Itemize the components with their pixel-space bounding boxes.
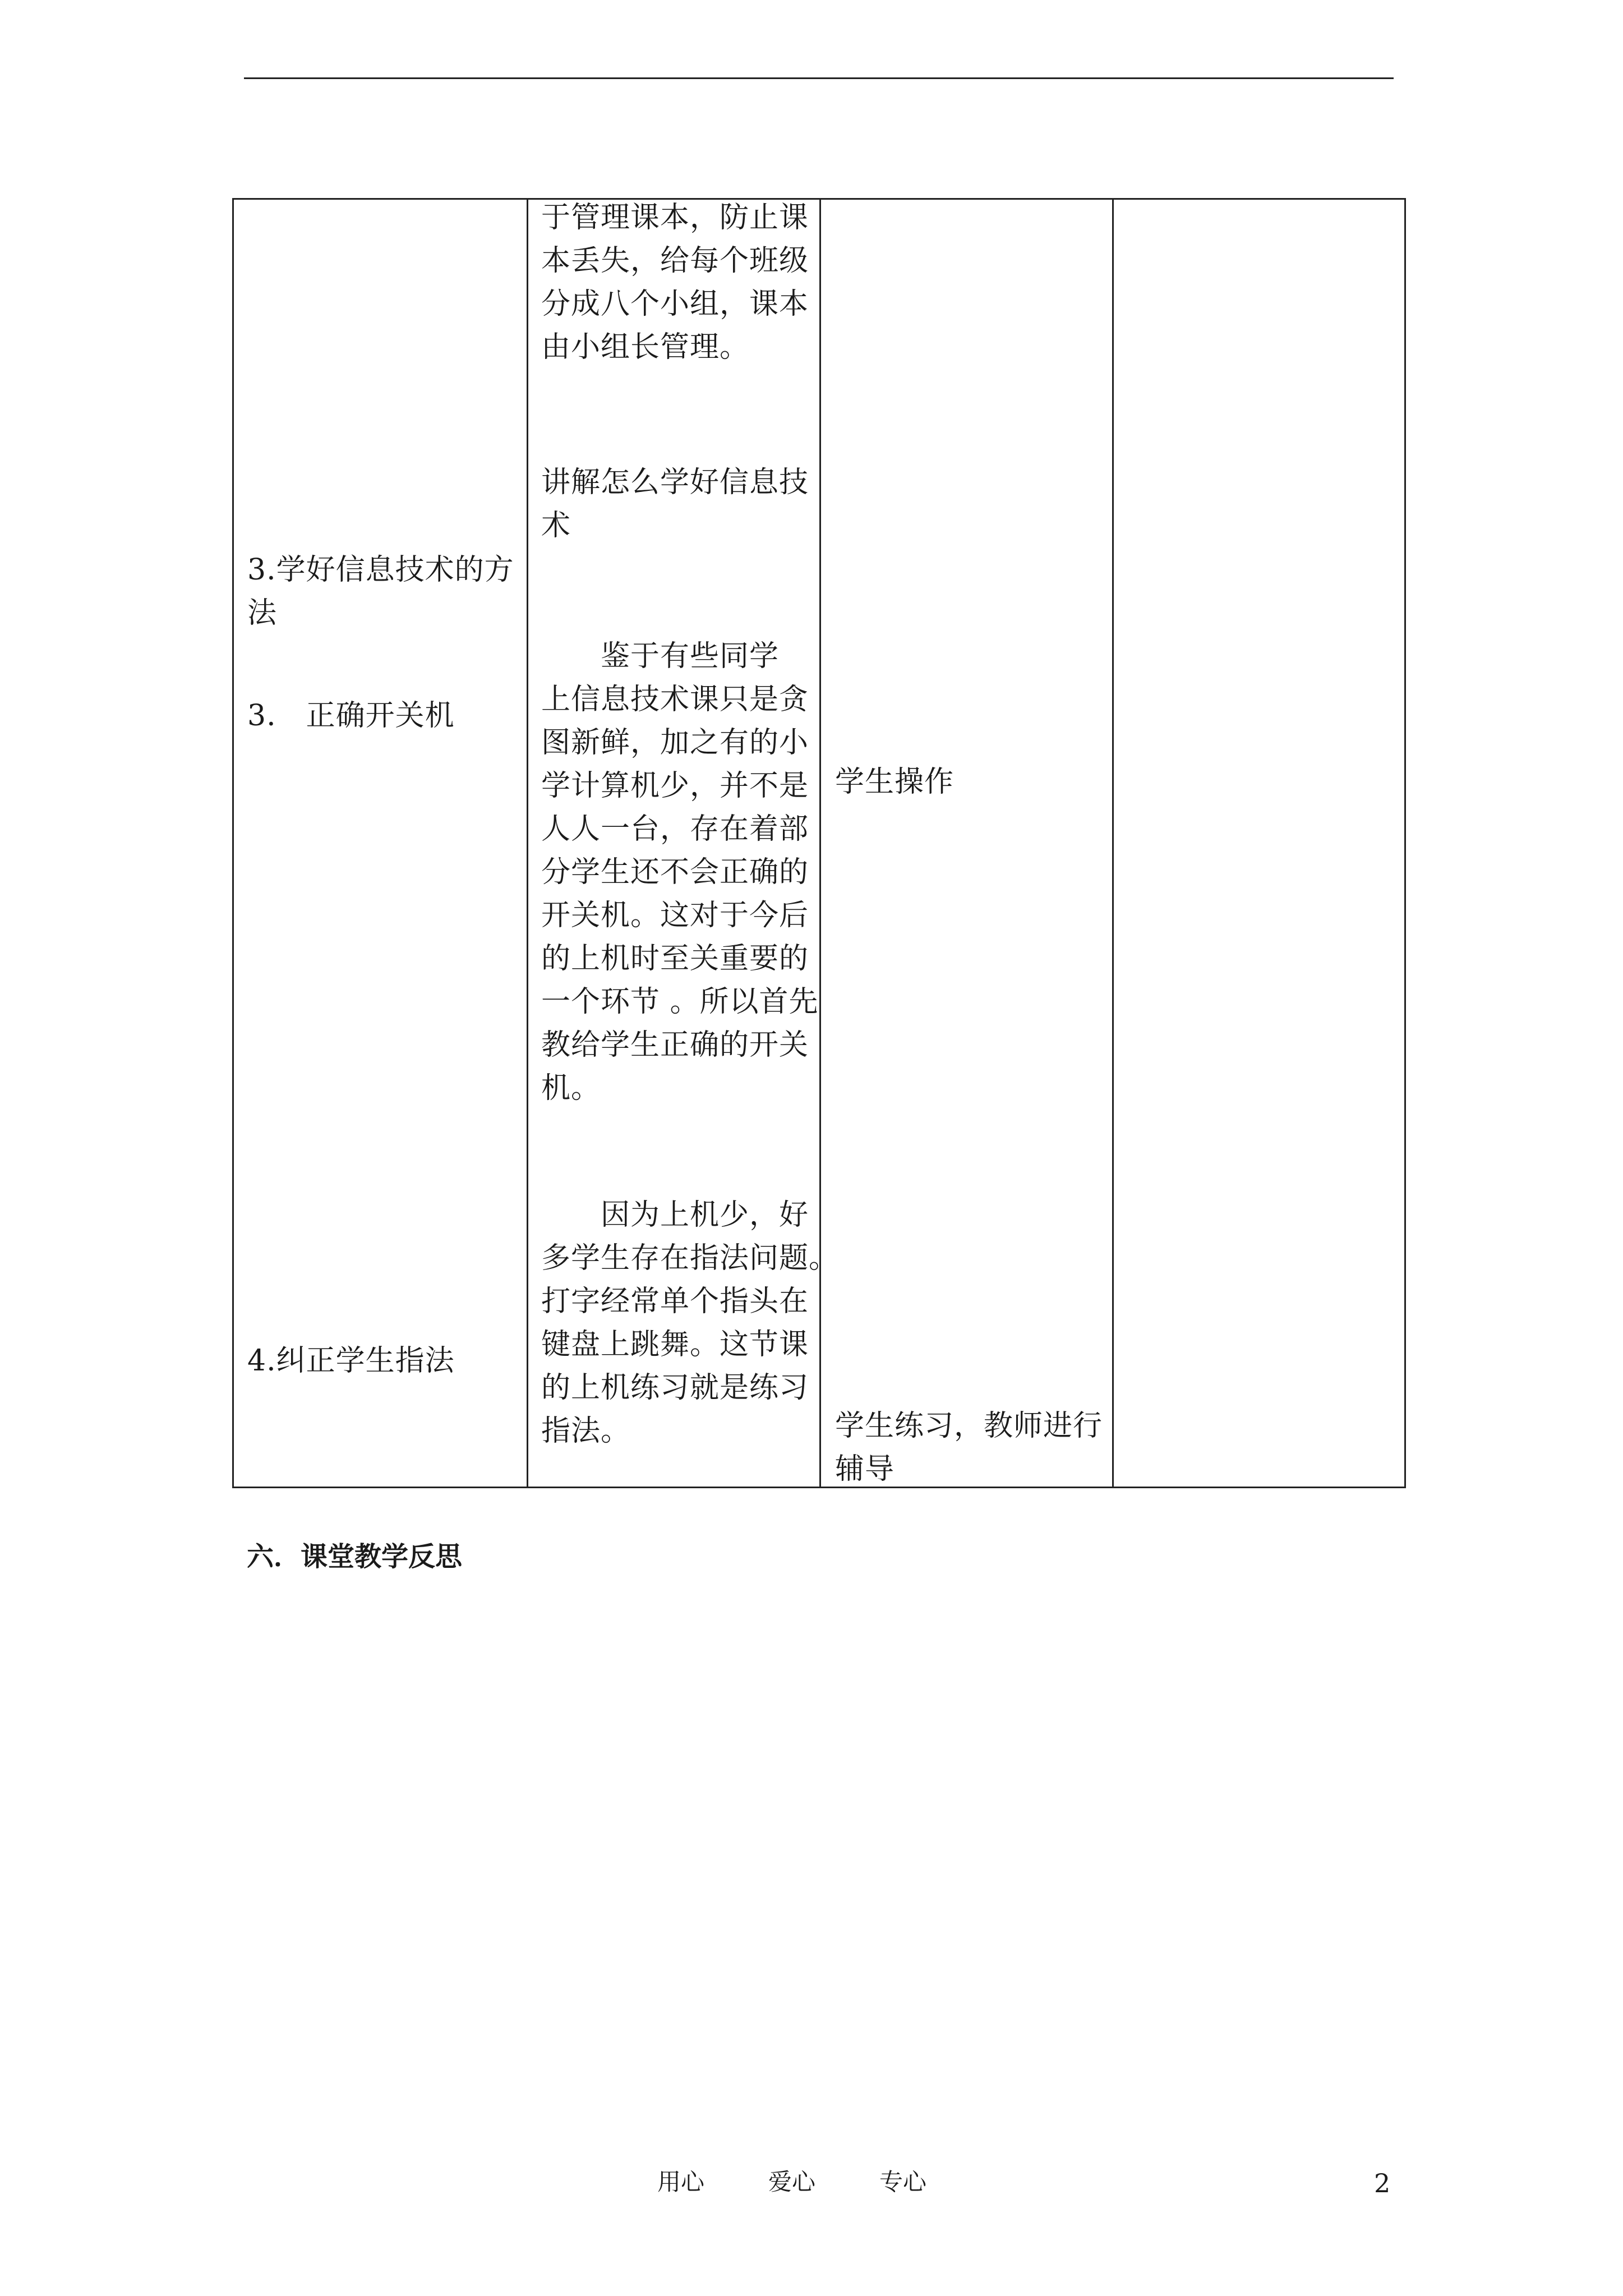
paragraph-line: 鉴于有些同学 xyxy=(541,639,780,673)
footer-motto-2: 爱心 xyxy=(768,2168,816,2196)
paragraph-line: 教给学生正确的开关 xyxy=(541,1028,809,1062)
paragraph-line: 机。 xyxy=(541,1071,601,1105)
power-on-off-paragraph xyxy=(541,635,819,1110)
footer-motto-3: 专心 xyxy=(879,2168,927,2196)
paragraph-line: 于管理课本，防止课 xyxy=(541,201,809,234)
paragraph-line: 的上机时至关重要的 xyxy=(541,942,809,976)
column-divider xyxy=(1112,200,1114,1487)
manage-textbook-paragraph xyxy=(541,196,809,369)
item3-power-heading: 3. 正确开关机 xyxy=(247,699,455,733)
header-rule xyxy=(244,77,1394,79)
page-number: 2 xyxy=(1374,2168,1391,2198)
paragraph-line: 由小组长管理。 xyxy=(541,330,750,364)
paragraph-line: 讲解怎么学好信息技 xyxy=(541,466,809,499)
item3-method-line: 3.学好信息技术的方 xyxy=(247,553,514,587)
paragraph-line: 上信息技术课只是贪 xyxy=(541,683,809,716)
paragraph-line: 多学生存在指法问题。 xyxy=(541,1241,839,1275)
paragraph-line: 学计算机少，并不是 xyxy=(541,769,809,803)
paragraph-line: 本丢失，给每个班级 xyxy=(541,244,809,278)
paragraph-line: 指法。 xyxy=(541,1414,631,1448)
paragraph-line: 键盘上跳舞。这节课 xyxy=(541,1328,809,1361)
footer-motto-1: 用心 xyxy=(657,2168,705,2196)
paragraph-line: 图新鲜，加之有的小 xyxy=(541,726,809,760)
lesson-table xyxy=(232,198,1406,1488)
fingering-paragraph xyxy=(541,1194,838,1453)
paragraph-line: 因为上机少，好 xyxy=(541,1198,809,1232)
explain-paragraph xyxy=(541,461,809,547)
paragraph-line: 学生练习，教师进行 xyxy=(835,1409,1103,1443)
student-operate-text: 学生操作 xyxy=(835,765,955,799)
paragraph-line: 开关机。这对于今后 xyxy=(541,899,809,932)
paragraph-line: 分成八个小组，课本 xyxy=(541,287,809,321)
student-practice-text xyxy=(835,1405,1103,1491)
paragraph-line: 分学生还不会正确的 xyxy=(541,855,809,889)
section-heading: 六．课堂教学反思 xyxy=(247,1541,463,1572)
item4-fingering-heading: 4.纠正学生指法 xyxy=(247,1344,455,1378)
paragraph-line: 一个环节 。所以首先 xyxy=(541,985,819,1019)
paragraph-line: 人人一台，存在着部 xyxy=(541,812,809,846)
column-divider xyxy=(527,200,528,1487)
paragraph-line: 的上机练习就是练习 xyxy=(541,1371,809,1405)
paragraph-line: 辅导 xyxy=(835,1452,895,1486)
item3-method-heading xyxy=(247,549,514,635)
paragraph-line: 术 xyxy=(541,509,571,542)
item3-method-line: 法 xyxy=(247,596,278,630)
paragraph-line: 打字经常单个指头在 xyxy=(541,1285,809,1318)
